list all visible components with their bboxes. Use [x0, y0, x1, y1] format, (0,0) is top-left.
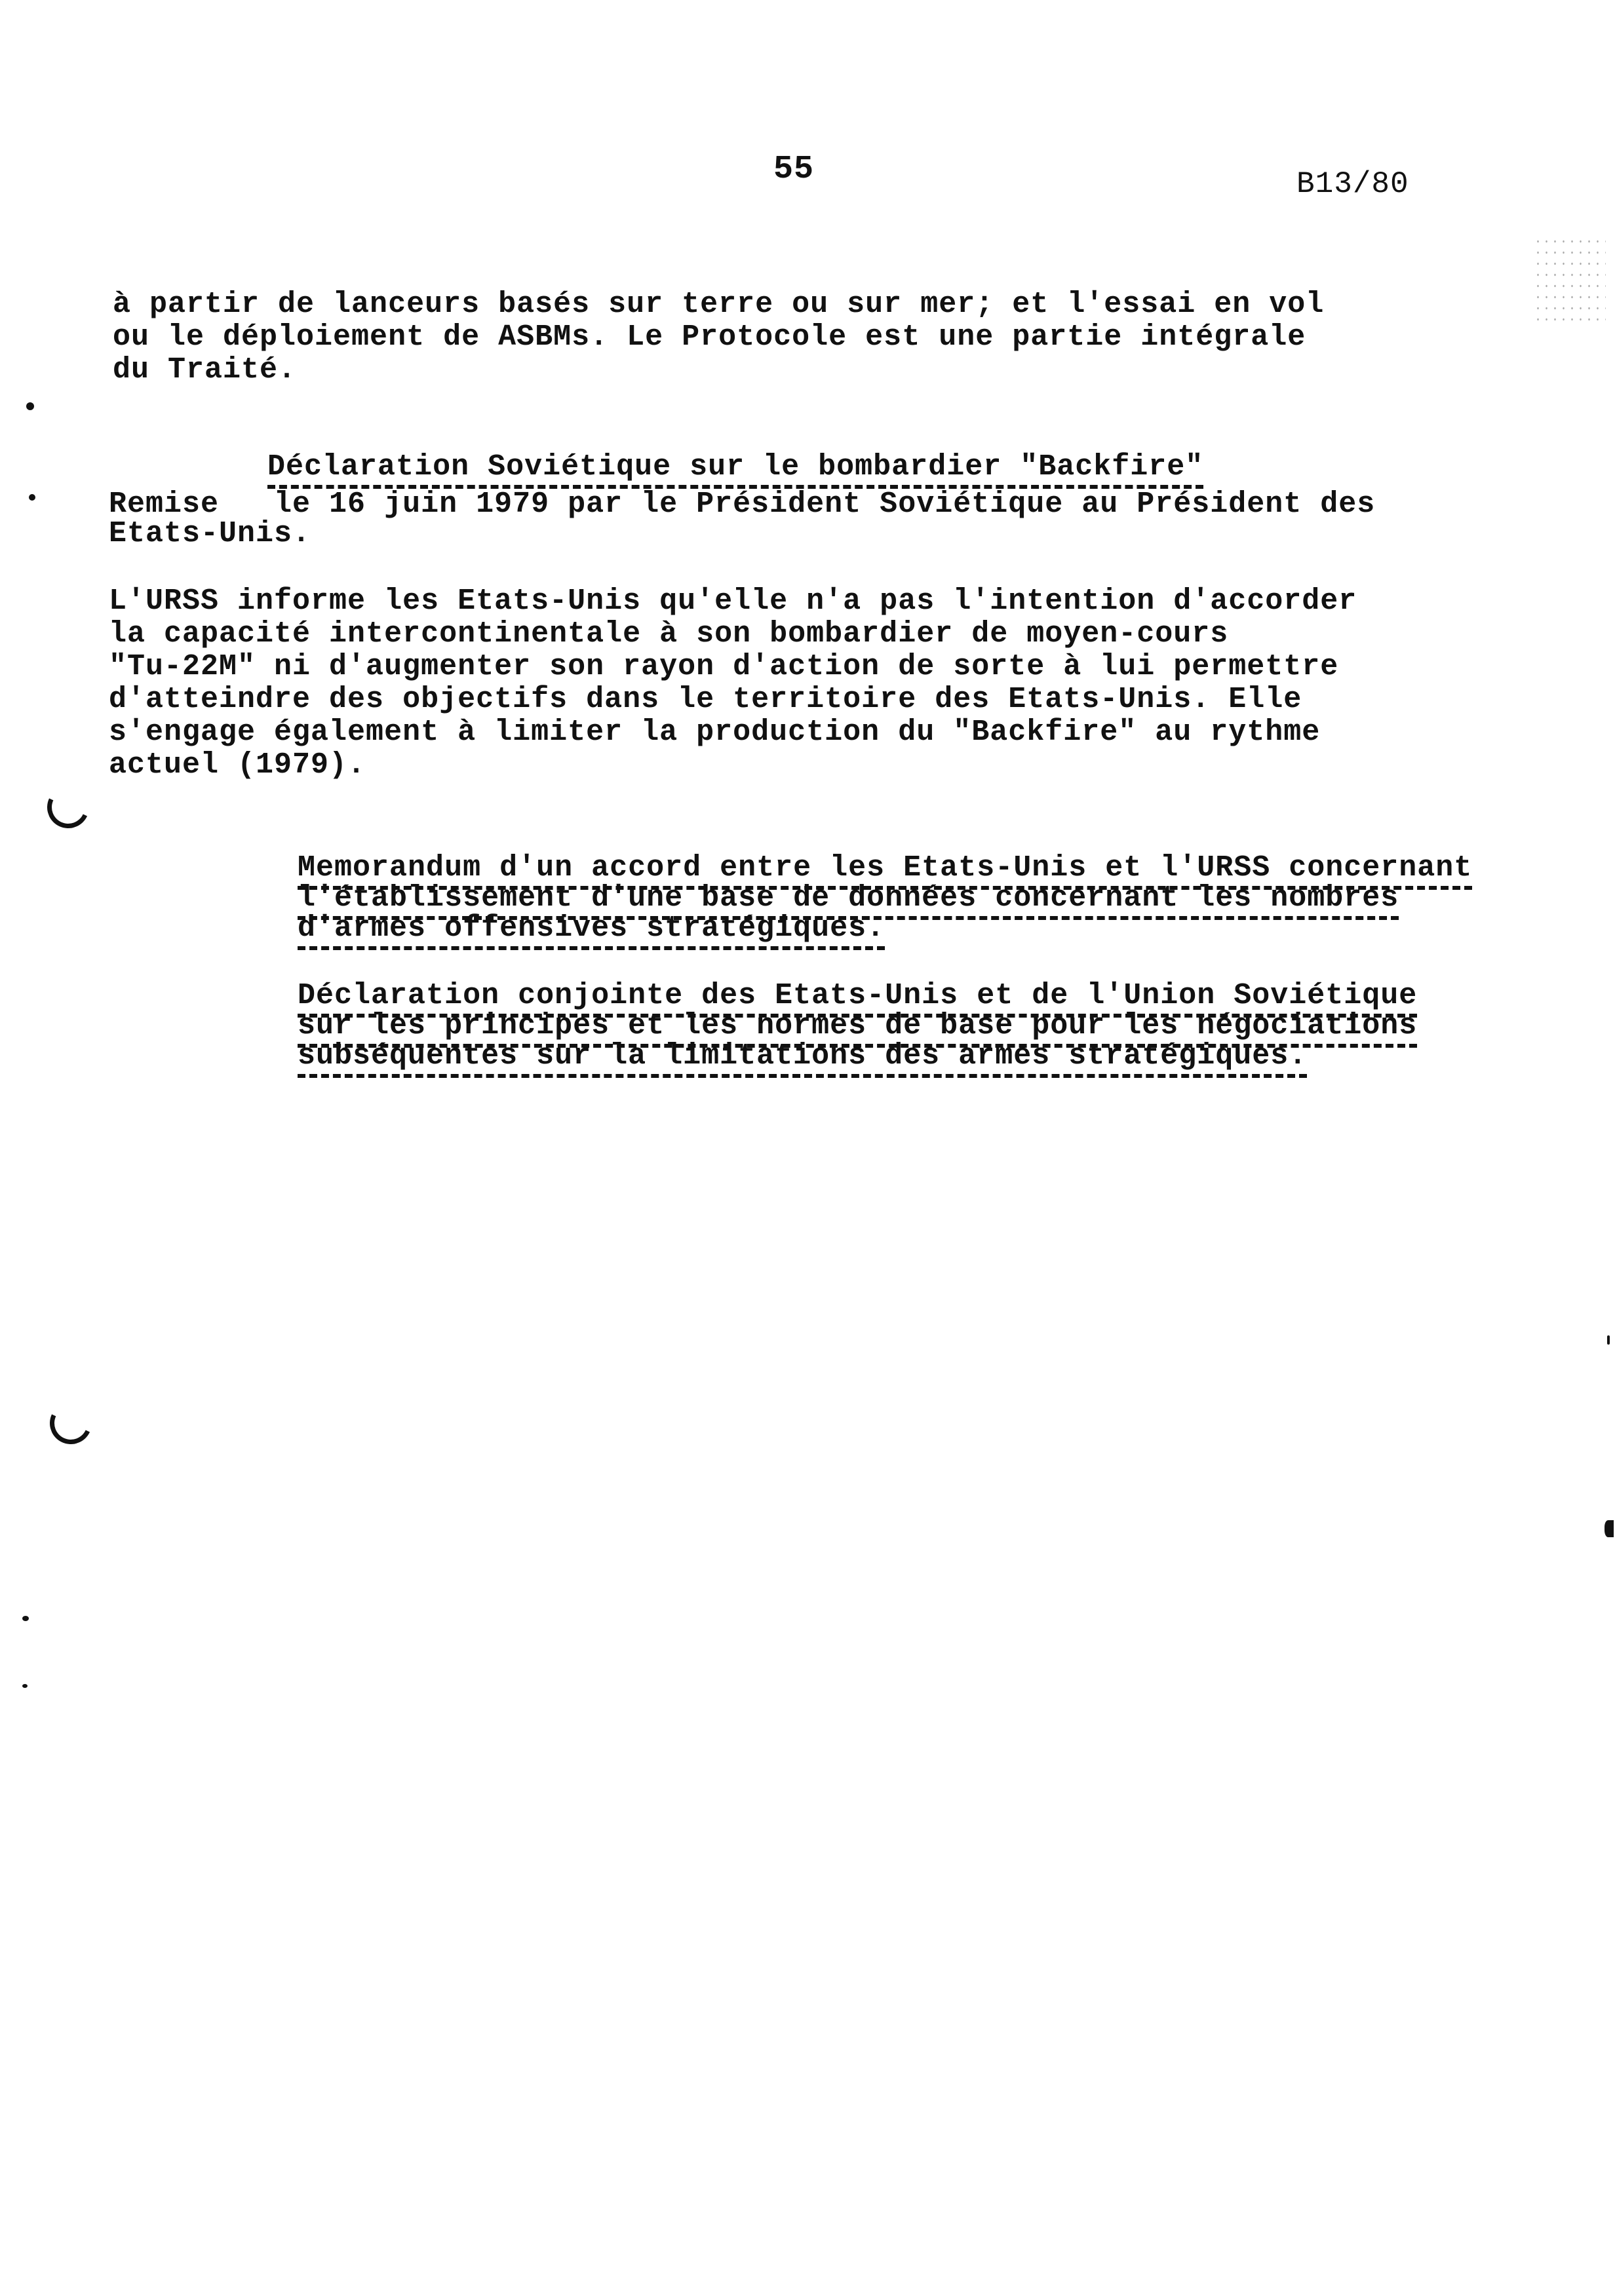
text-line: à partir de lanceurs basés sur terre ou sur mer; et l'essai en vol: [113, 288, 1325, 321]
scan-mark: [22, 1616, 29, 1621]
text-line: la capacité intercontinentale à son bombardier de moyen-cours: [109, 617, 1229, 651]
text-line: ou le déploiement de ASBMs. Le Protocole est une partie intégrale: [113, 320, 1306, 354]
underlined-text: l'établissement d'une base de données concernant les nombres: [298, 881, 1399, 920]
document-reference: B13/80: [1296, 167, 1409, 201]
text-line: L'URSS informe les Etats-Unis qu'elle n'a pas l'intention d'accorder: [109, 584, 1357, 618]
scan-mark: [29, 494, 35, 501]
binding-hole-mark: [41, 780, 95, 834]
underlined-text: d'armes offensives stratégiques.: [298, 911, 885, 950]
scan-mark: [22, 1684, 28, 1688]
page-number: 55: [773, 151, 815, 188]
text-line: Remise le 16 juin 1979 par le Président Soviétique au Président des: [109, 488, 1376, 521]
text-line: d'atteindre des objectifs dans le territoire des Etats-Unis. Elle: [109, 683, 1302, 716]
heading-text: Déclaration Soviétique sur le bombardier "Backfire": [267, 450, 1203, 489]
underlined-text: sur les principes et les normes de base pour les négociations: [298, 1009, 1417, 1048]
scan-noise: [1534, 236, 1606, 321]
text-line: s'engage également à limiter la production du "Backfire" au rythme: [109, 716, 1321, 749]
underlined-text: Déclaration conjointe des Etats-Unis et de l'Union Soviétique: [298, 979, 1417, 1018]
scan-mark: [1607, 1335, 1610, 1345]
scan-mark: [1605, 1520, 1614, 1537]
scan-mark: [26, 402, 34, 410]
text-line: actuel (1979).: [109, 748, 366, 782]
text-line: du Traité.: [113, 353, 297, 387]
underlined-text: Memorandum d'un accord entre les Etats-Unis et l'URSS concernant: [298, 851, 1472, 890]
binding-hole-mark: [44, 1396, 98, 1450]
text-line: Etats-Unis.: [109, 517, 311, 550]
text-line: "Tu-22M" ni d'augmenter son rayon d'action de sorte à lui permettre: [109, 650, 1339, 683]
text-line: [187, 1007, 1307, 1105]
underlined-text: subséquentes sur la limitations des armes stratégiques.: [298, 1039, 1307, 1078]
